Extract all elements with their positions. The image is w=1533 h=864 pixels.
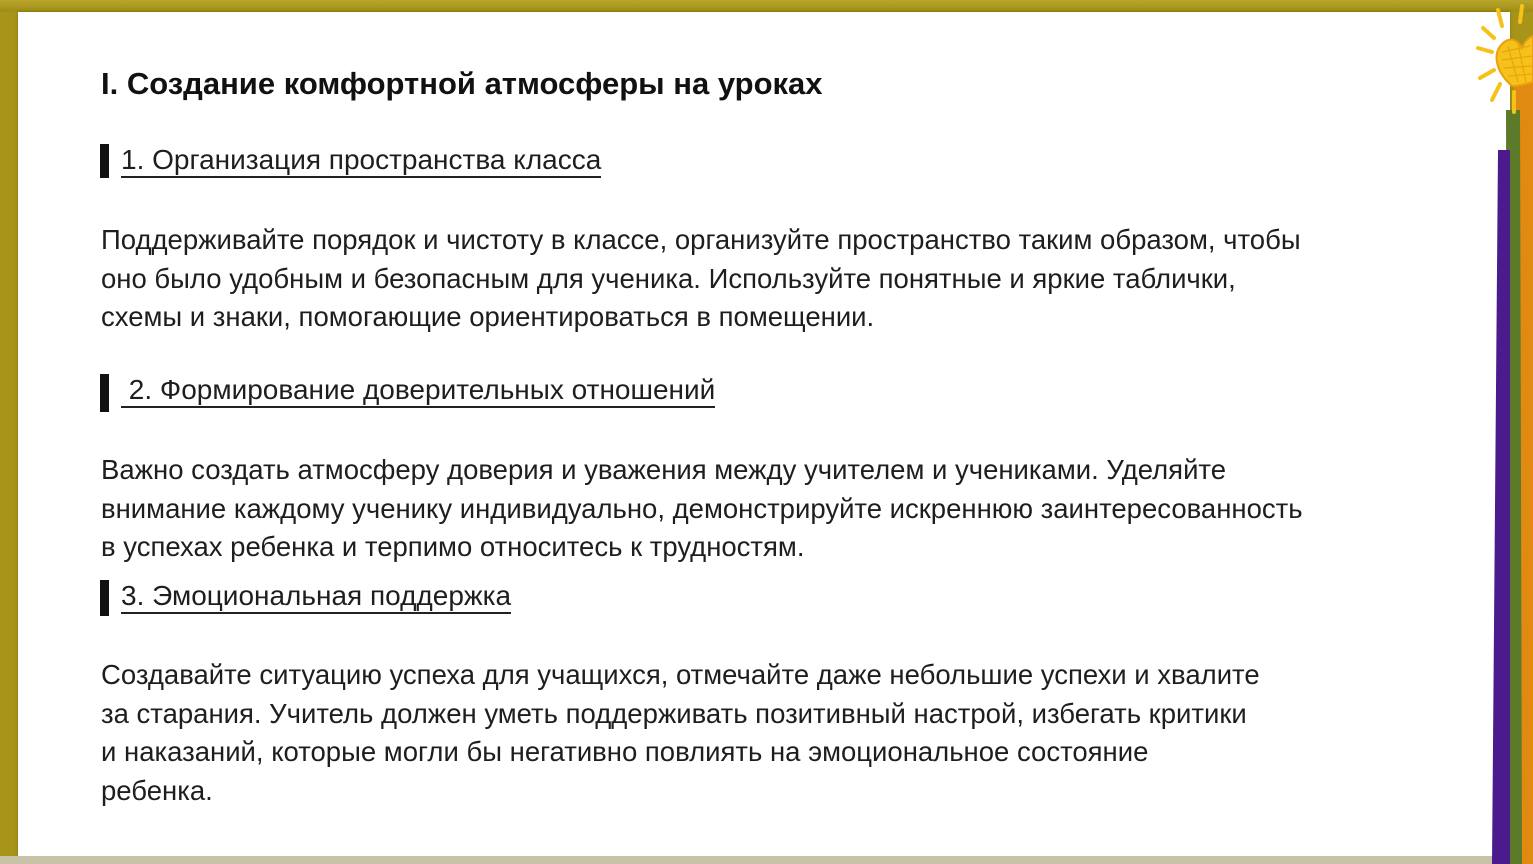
heading-bar-marker bbox=[100, 374, 109, 412]
section-heading-text: 2. Формирование доверительных отношений bbox=[121, 374, 715, 408]
section-heading-emotional bbox=[100, 580, 511, 616]
slide-title: I. Создание комфортной атмосферы на уроках bbox=[101, 66, 823, 101]
section-heading-space bbox=[100, 144, 601, 180]
paragraph-line: в успехах ребенка и терпимо относитесь к трудностям. bbox=[101, 531, 805, 563]
paragraph-line: Создавайте ситуацию успеха для учащихся, отмечайте даже небольшие успехи и хвалите bbox=[101, 659, 1260, 690]
section-heading-trust bbox=[100, 374, 715, 410]
paragraph-line: Поддерживайте порядок и чистоту в классе, организуйте пространство таким образом, чтобы bbox=[101, 224, 1301, 255]
paragraph-line: Важно создать атмосферу доверия и уважения между учителем и учениками. Уделяйте bbox=[101, 454, 1227, 485]
section-paragraph-space bbox=[101, 221, 1301, 337]
bottom-frame-band bbox=[0, 856, 1533, 864]
paragraph-line: оно было удобным и безопасным для ученика. Используйте понятные и яркие таблички, bbox=[101, 262, 1236, 294]
purple-stripe bbox=[1492, 150, 1510, 864]
section-heading-text: 3. Эмоциональная поддержка bbox=[121, 580, 511, 614]
paragraph-line: и наказаний, которые могли бы негативно повлиять на эмоциональное состояние bbox=[101, 736, 1149, 768]
heading-bar-marker bbox=[100, 580, 109, 616]
section-heading-text: 1. Организация пространства класса bbox=[121, 144, 601, 178]
paragraph-line: схемы и знаки, помогающие ориентироваться в помещении. bbox=[101, 301, 875, 333]
section-paragraph-emotional bbox=[101, 656, 1260, 810]
section-paragraph-trust bbox=[101, 451, 1303, 567]
paragraph-line: за старания. Учитель должен уметь поддерживать позитивный настрой, избегать критики bbox=[101, 697, 1247, 729]
top-frame-stripe bbox=[0, 0, 1533, 12]
side-decoration bbox=[1430, 0, 1533, 864]
paragraph-line: внимание каждому ученику индивидуально, демонстрируйте искреннюю заинтересованность bbox=[101, 492, 1303, 524]
paragraph-line: ребенка. bbox=[101, 774, 213, 806]
heading-bar-marker bbox=[100, 144, 109, 178]
